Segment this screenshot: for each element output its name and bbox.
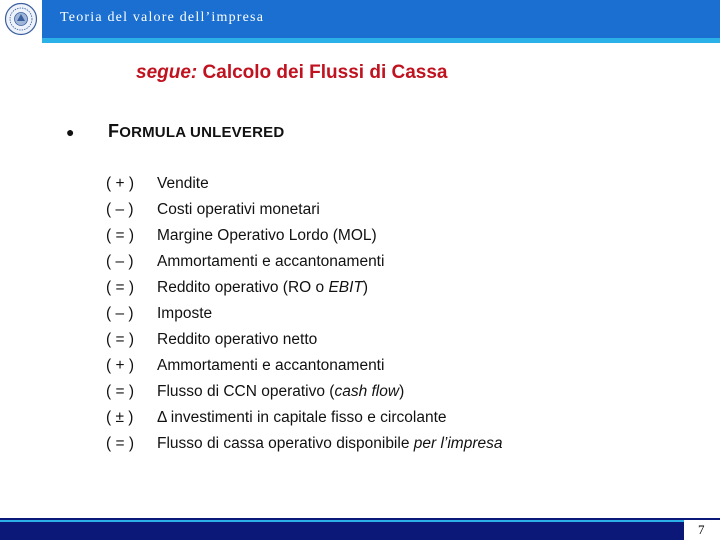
university-seal-icon [0, 0, 42, 38]
formula-sign: ( – ) [106, 305, 134, 322]
bullet-first-letter: F [108, 121, 120, 141]
formula-row [106, 275, 502, 301]
formula-label-part: Margine Operativo Lordo (MOL) [157, 227, 377, 244]
formula-label-part: per l’impresa [413, 435, 503, 452]
formula-label [157, 253, 384, 271]
formula-sign: ( – ) [106, 253, 134, 270]
bullet-text [108, 121, 284, 142]
formula-label-part: Flusso di CCN operativo ( [157, 383, 335, 400]
formula-label-part: Ammortamenti e accantonamenti [157, 253, 385, 270]
formula-sign: ( + ) [106, 175, 134, 192]
formula-sign: ( ± ) [106, 409, 134, 426]
formula-label-part: Vendite [157, 175, 209, 192]
slide-title [136, 62, 448, 84]
bullet-heading [66, 121, 284, 142]
formula-label-part: Δ investimenti in capitale fisso e circolante [157, 409, 447, 426]
formula-label-part: Reddito operativo (RO o [157, 279, 329, 296]
formula-sign: ( – ) [106, 201, 134, 218]
header-title: Teoria del valore dell’impresa [60, 10, 265, 25]
formula-label [157, 409, 447, 427]
formula-label-part: Flusso di cassa operativo disponibile [157, 435, 414, 452]
formula-label-part: EBIT [328, 279, 363, 296]
formula-label-part: cash flow [334, 383, 400, 400]
formula-row [106, 327, 502, 353]
formula-row [106, 405, 502, 431]
formula-label-part: Costi operativi monetari [157, 201, 320, 218]
title-prefix: segue: [136, 62, 198, 83]
formula-label [157, 383, 404, 401]
formula-label [157, 357, 384, 375]
formula-label [157, 279, 368, 297]
formula-label [157, 175, 209, 193]
formula-label [157, 435, 502, 453]
title-main: Calcolo dei Flussi di Cassa [202, 62, 448, 83]
formula-row [106, 301, 502, 327]
formula-row [106, 379, 502, 405]
formula-label [157, 305, 212, 323]
formula-row [106, 249, 502, 275]
formula-row [106, 223, 502, 249]
bullet-rest: ORMULA UNLEVERED [119, 124, 285, 141]
formula-label-part: Ammortamenti e accantonamenti [157, 357, 385, 374]
formula-label-part: Reddito operativo netto [157, 331, 318, 348]
formula-label-part: Imposte [157, 305, 213, 322]
footer-rule [0, 520, 720, 522]
formula-sign: ( = ) [106, 435, 134, 452]
formula-label-part: ) [399, 383, 405, 400]
formula-label [157, 201, 320, 219]
formula-row [106, 353, 502, 379]
formula-row [106, 431, 502, 457]
formula-label [157, 331, 317, 349]
formula-sign: ( = ) [106, 227, 134, 244]
page-number: 7 [698, 522, 705, 537]
bullet-dot-icon: ● [66, 124, 75, 140]
formula-label-part: ) [362, 279, 369, 296]
header-rule [42, 38, 720, 43]
formula-label [157, 227, 377, 245]
formula-sign: ( = ) [106, 331, 134, 348]
formula-sign: ( = ) [106, 383, 134, 400]
formula-sign: ( + ) [106, 357, 134, 374]
formula-sign: ( = ) [106, 279, 134, 296]
formula-row [106, 197, 502, 223]
formula-list [106, 171, 502, 457]
formula-row [106, 171, 502, 197]
